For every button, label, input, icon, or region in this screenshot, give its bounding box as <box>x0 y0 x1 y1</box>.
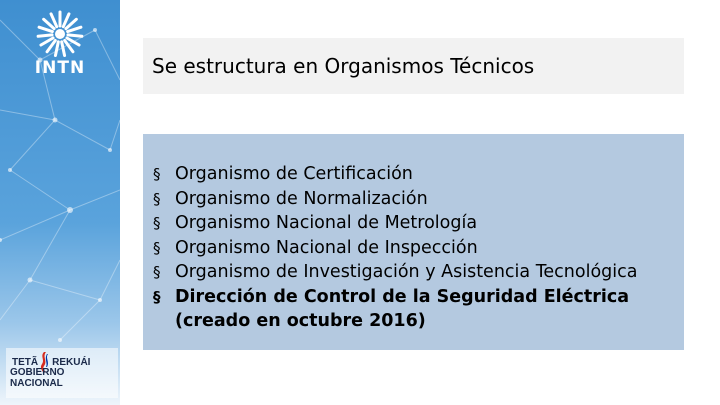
gov-name: GOBIERNO NACIONAL <box>10 367 65 389</box>
slide-title-box <box>143 38 684 94</box>
organism-list <box>153 162 673 334</box>
bullet-icon: § <box>153 189 161 208</box>
bullet-icon: § <box>153 263 161 281</box>
bullet-icon: § <box>153 238 161 257</box>
logo-text: INTN <box>34 58 86 78</box>
list-item-text: Organismo Nacional de Inspección <box>175 237 478 258</box>
gov-word-right: REKUÁI <box>52 356 91 368</box>
list-item <box>153 236 673 261</box>
list-item-text: Organismo Nacional de Metrología <box>175 213 478 233</box>
list-item <box>153 187 673 212</box>
intn-logo <box>18 8 102 88</box>
list-item-text: Organismo de Certificación <box>175 164 413 184</box>
list-item-text: Organismo de Normalización <box>175 188 428 209</box>
bullet-icon: § <box>153 287 161 306</box>
bullet-icon: § <box>153 165 161 183</box>
intn-sunburst-icon <box>34 8 86 60</box>
government-logo <box>6 348 118 398</box>
list-item-text: Dirección de Control de la Seguridad Eléctrica (creado en octubre 2016) <box>175 286 630 331</box>
list-item-text: Organismo de Investigación y Asistencia Tecnológica <box>175 262 638 282</box>
sidebar-panel <box>0 0 120 405</box>
slide-content-box <box>143 134 684 350</box>
bullet-icon: § <box>153 214 161 232</box>
list-item <box>153 211 673 236</box>
slide-title: Se estructura en Organismos Técnicos <box>152 54 535 78</box>
list-item <box>153 285 673 334</box>
list-item <box>153 260 673 285</box>
list-item <box>153 162 673 187</box>
gov-word-left: TETÃ <box>12 356 39 368</box>
